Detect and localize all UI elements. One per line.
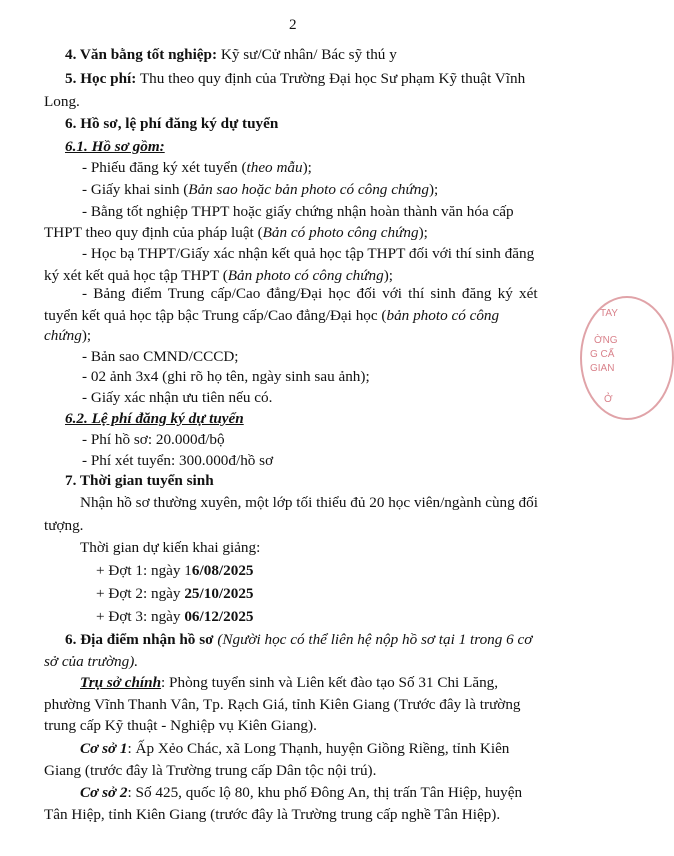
section-6-heading: 6. Hồ sơ, lệ phí đăng ký dự tuyển — [65, 115, 279, 132]
degree-line: 4. Văn bằng tốt nghiệp: Kỹ sư/Cử nhân/ Bác sỹ thú y — [65, 46, 397, 63]
fee-item-2: - Phí xét tuyển: 300.000đ/hồ sơ — [82, 452, 274, 469]
section-7-text: Nhận hồ sơ thường xuyên, một lớp tối thiểu đủ 20 học viên/ngành cùng đối — [80, 494, 538, 511]
headquarters-line-1: Trụ sở chính: Phòng tuyển sinh và Liên kết đào tạo Số 31 Chi Lăng, — [80, 674, 499, 691]
section-7-text-2: tượng. — [44, 517, 84, 534]
opening-round-1: + Đợt 1: ngày 16/08/2025 — [96, 562, 254, 579]
fee-item-1: - Phí hồ sơ: 20.000đ/bộ — [82, 431, 225, 448]
campus-1-line-2: Giang (trước đây là Trường trung cấp Dân tộc nội trú). — [44, 762, 377, 779]
tuition-line-2: Long. — [44, 93, 80, 110]
campus-2-line-2: Tân Hiệp, tỉnh Kiên Giang (trước đây là Trường trung cấp nghề Tân Hiệp). — [44, 806, 501, 823]
opening-round-3: + Đợt 3: ngày 06/12/2025 — [96, 608, 254, 625]
campus-1-line-1: Cơ sở 1: Ấp Xẻo Chác, xã Long Thạnh, huyện Giồng Riềng, tỉnh Kiên — [80, 740, 510, 757]
subsection-6-2-heading: 6.2. Lệ phí đăng ký dự tuyển — [65, 410, 244, 427]
stamp-text-1: TAY — [600, 308, 618, 319]
doc-item-5-line-1: - Bảng điểm Trung cấp/Cao đẳng/Đại học đối với thí sinh đăng ký xét — [82, 285, 538, 302]
doc-item-4-line-2: ký xét kết quả học tập THPT (Bản photo có công chứng); — [44, 267, 393, 284]
headquarters-line-2: phường Vĩnh Thanh Vân, Tp. Rạch Giá, tỉnh Kiên Giang (Trước đây là trường — [44, 696, 521, 713]
headquarters-line-3: trung cấp Kỹ thuật - Nghiệp vụ Kiên Giang). — [44, 717, 317, 734]
doc-item-2: - Giấy khai sinh (Bản sao hoặc bản photo có công chứng); — [82, 181, 439, 198]
doc-item-5-line-2: tuyển kết quả học tập bậc Trung cấp/Cao đẳng/Đại học (bản photo có công — [44, 307, 500, 324]
doc-item-8: - Giấy xác nhận ưu tiên nếu có. — [82, 389, 273, 406]
page-number: 2 — [289, 16, 297, 33]
stamp-text-5: Ở — [604, 394, 613, 405]
section-7-heading: 7. Thời gian tuyển sinh — [65, 472, 214, 489]
doc-item-6: - Bản sao CMND/CCCD; — [82, 348, 239, 365]
location-heading: 6. Địa điểm nhận hồ sơ (Người học có thể liên hệ nộp hồ sơ tại 1 trong 6 cơ — [65, 631, 533, 648]
opening-round-2: + Đợt 2: ngày 25/10/2025 — [96, 585, 254, 602]
official-stamp — [580, 296, 674, 420]
subsection-6-1-heading: 6.1. Hồ sơ gồm: — [65, 138, 165, 155]
doc-item-3-line-2: THPT theo quy định của pháp luật (Bản có photo công chứng); — [44, 224, 428, 241]
campus-2-line-1: Cơ sở 2: Số 425, quốc lộ 80, khu phố Đông An, thị trấn Tân Hiệp, huyện — [80, 784, 523, 801]
tuition-line: 5. Học phí: Thu theo quy định của Trường Đại học Sư phạm Kỹ thuật Vĩnh — [65, 70, 526, 87]
location-heading-2: sở của trường). — [44, 653, 139, 670]
doc-item-3-line-1: - Bằng tốt nghiệp THPT hoặc giấy chứng nhận hoàn thành văn hóa cấp — [82, 203, 514, 220]
opening-plan-label: Thời gian dự kiến khai giảng: — [80, 539, 261, 556]
stamp-text-3: G CẤ — [590, 349, 615, 360]
doc-item-5-line-3: chứng); — [44, 327, 92, 344]
doc-item-7: - 02 ảnh 3x4 (ghi rõ họ tên, ngày sinh sau ảnh); — [82, 368, 370, 385]
stamp-text-4: GIAN — [590, 363, 615, 374]
doc-item-1: - Phiếu đăng ký xét tuyển (theo mẫu); — [82, 159, 312, 176]
doc-item-4-line-1: - Học bạ THPT/Giấy xác nhận kết quả học tập THPT đối với thí sinh đăng — [82, 245, 535, 262]
stamp-text-2: ỜNG — [594, 335, 618, 346]
